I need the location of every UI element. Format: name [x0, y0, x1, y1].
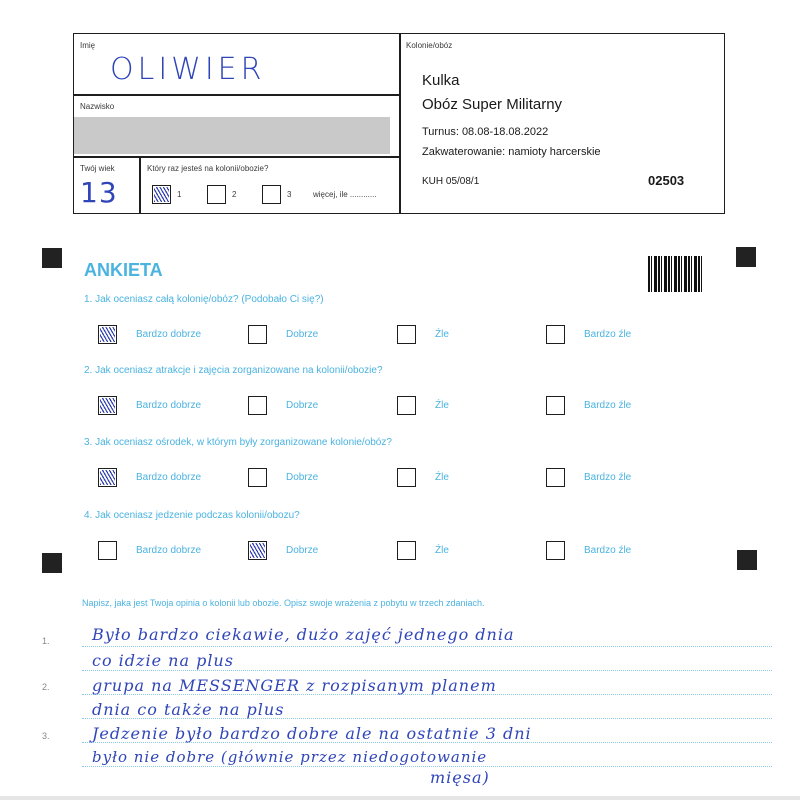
question-3-option-label: Bardzo źle	[584, 472, 632, 483]
opinion-answer-line[interactable]: Było bardzo ciekawie, dużo zajęć jednego dnia	[92, 625, 515, 644]
opinion-answer-line[interactable]: dnia co także na plus	[92, 700, 285, 719]
camp-name: Obóz Super Militarny	[422, 96, 563, 113]
times-checkbox-3[interactable]	[262, 185, 281, 204]
question-4-checkbox-2[interactable]	[248, 541, 267, 560]
corner-marker-top-right	[736, 247, 756, 267]
question-2-checkbox-1[interactable]	[98, 396, 117, 415]
question-4-option-label: Dobrze	[286, 545, 319, 556]
answer-line	[82, 766, 772, 767]
question-2-option-label: Dobrze	[286, 400, 319, 411]
question-1-option-label: Bardzo źle	[584, 329, 632, 340]
surname-label: Nazwisko	[80, 102, 115, 111]
survey-title: ANKIETA	[84, 260, 163, 280]
opinion-number-3: 3.	[42, 731, 50, 741]
opinion-prompt: Napisz, jaka jest Twoja opinia o kolonii lub obozie. Opisz swoje wrażenia z pobytu w trzech zdaniach.	[82, 598, 485, 608]
header-divider-name	[73, 94, 400, 96]
question-1-checkbox-3[interactable]	[397, 325, 416, 344]
question-2-text: 2. Jak oceniasz atrakcje i zajęcia zorganizowane na kolonii/obozie?	[84, 365, 383, 376]
colony-label: Kolonie/obóz	[406, 41, 453, 50]
age-label: Twój wiek	[80, 164, 115, 173]
question-3-option-label: Dobrze	[286, 472, 319, 483]
question-3-checkbox-2[interactable]	[248, 468, 267, 487]
question-1-checkbox-4[interactable]	[546, 325, 565, 344]
name-label: Imię	[80, 41, 96, 50]
turnus: Turnus: 08.08-18.08.2022	[422, 126, 549, 138]
question-4-option-label: Bardzo źle	[584, 545, 632, 556]
page-edge-shadow	[0, 796, 800, 800]
question-1-option-label: Źle	[435, 329, 449, 340]
question-3-checkbox-1[interactable]	[98, 468, 117, 487]
times-checkbox-2[interactable]	[207, 185, 226, 204]
times-option-2: 2	[232, 190, 237, 199]
org-name: Kulka	[422, 72, 460, 89]
question-2-checkbox-2[interactable]	[248, 396, 267, 415]
age-value[interactable]: 13	[80, 176, 118, 209]
question-4-option-label: Bardzo dobrze	[136, 545, 202, 556]
header-divider-surname	[73, 156, 400, 158]
question-4-option-label: Źle	[435, 545, 449, 556]
question-1-checkbox-1[interactable]	[98, 325, 117, 344]
question-4-text: 4. Jak oceniasz jedzenie podczas kolonii/obozu?	[84, 510, 300, 521]
question-2-checkbox-3[interactable]	[397, 396, 416, 415]
question-1-text: 1. Jak oceniasz całą kolonię/obóz? (Podobało Ci się?)	[84, 294, 324, 305]
barcode-icon	[648, 256, 702, 292]
question-1-option-label: Bardzo dobrze	[136, 329, 202, 340]
opinion-answer-line[interactable]: Jedzenie było bardzo dobre ale na ostatnie 3 dni	[92, 724, 532, 743]
question-2-option-label: Źle	[435, 400, 449, 411]
times-more-label: więcej, ile ............	[313, 190, 377, 199]
corner-marker-bottom-left	[42, 553, 62, 573]
opinion-answer-line[interactable]: było nie dobre (głównie przez niedogotowanie	[92, 748, 488, 766]
answer-line	[82, 646, 772, 647]
question-3-option-label: Źle	[435, 472, 449, 483]
camp-code: KUH 05/08/1	[422, 176, 480, 187]
answer-line	[82, 670, 772, 671]
question-3-text: 3. Jak oceniasz ośrodek, w którym były zorganizowane kolonie/obóz?	[84, 437, 392, 448]
question-3-checkbox-3[interactable]	[397, 468, 416, 487]
corner-marker-bottom-right	[737, 550, 757, 570]
opinion-answer-line[interactable]: mięsa)	[430, 768, 490, 787]
form-number: 02503	[648, 173, 685, 188]
accommodation: Zakwaterowanie: namioty harcerskie	[422, 146, 601, 158]
times-option-1: 1	[177, 190, 182, 199]
times-label: Który raz jesteś na kolonii/obozie?	[147, 164, 269, 173]
question-3-checkbox-4[interactable]	[546, 468, 565, 487]
opinion-answer-line[interactable]: co idzie na plus	[92, 651, 234, 670]
opinion-number-1: 1.	[42, 636, 50, 646]
times-option-3: 3	[287, 190, 292, 199]
corner-marker-top-left	[42, 248, 62, 268]
opinion-answer-line[interactable]: grupa na MESSENGER z rozpisanym planem	[92, 676, 497, 695]
question-3-option-label: Bardzo dobrze	[136, 472, 202, 483]
question-4-checkbox-4[interactable]	[546, 541, 565, 560]
times-checkbox-1[interactable]	[152, 185, 171, 204]
question-4-checkbox-1[interactable]	[98, 541, 117, 560]
header-divider-vertical	[399, 33, 401, 214]
surname-redacted	[74, 117, 390, 154]
question-1-checkbox-2[interactable]	[248, 325, 267, 344]
question-1-option-label: Dobrze	[286, 329, 319, 340]
question-2-option-label: Bardzo źle	[584, 400, 632, 411]
question-2-checkbox-4[interactable]	[546, 396, 565, 415]
header-divider-age	[139, 156, 141, 214]
question-4-checkbox-3[interactable]	[397, 541, 416, 560]
question-2-option-label: Bardzo dobrze	[136, 400, 202, 411]
name-value[interactable]: OLIWIER	[110, 52, 266, 87]
opinion-number-2: 2.	[42, 682, 50, 692]
